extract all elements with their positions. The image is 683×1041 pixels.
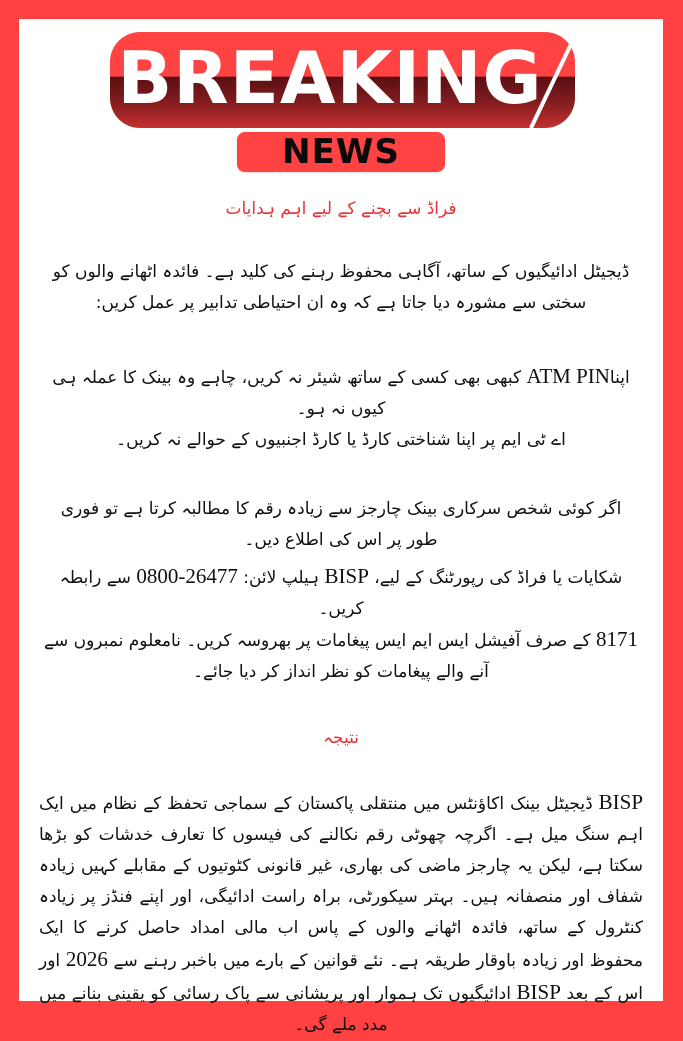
bisp-term: BISP [516,980,561,1004]
conclusion-text: اور اس کے بعد [39,951,643,1004]
tip-latin-term: ATM PIN [526,364,610,388]
tip-suffix: ہیلپ لائن: [237,568,325,588]
news-label: NEWS [282,132,400,172]
helpline-number: 0800-26477 [136,564,238,588]
tip-item [47,561,635,625]
tip-prefix: شکایات یا فراڈ کی رپورٹنگ کے لیے، [368,568,623,588]
conclusion-paragraph [39,787,643,1041]
tip-item: اگر کوئی شخص سرکاری بینک چارجز سے زیادہ رقم کا مطالبہ کرتا ہے تو فوری طور پر اس کی اطلاع دیں۔ [60,499,622,550]
sms-shortcode: 8171 [596,627,639,651]
banner-title: BREAKING [117,36,543,120]
conclusion-heading: نتیجہ [323,728,359,748]
conclusion-text: ادائیگیوں تک ہموار اور پریشانی سے پاک رسائی کو یقینی بنانے میں مدد ملے گی۔ [39,984,517,1035]
tip-latin-term: BISP [324,564,369,588]
bisp-term: BISP [598,790,643,814]
tip-end: سے رابطہ کریں۔ [59,568,364,619]
tip-suffix: کے صرف آفیشل ایس ایم ایس پیغامات پر بھروسہ کریں۔ نامعلوم نمبروں سے آنے والے پیغامات کو نظر انداز کر دیا جائے۔ [43,631,597,682]
tip-item [47,361,635,425]
intro-paragraph: ڈیجیٹل ادائیگیوں کے ساتھ، آگاہی محفوظ رہنے کی کلید ہے۔ فائدہ اٹھانے والوں کو سختی سے مشورہ دیا جاتا ہے کہ وہ ان احتیاطی تدابیر پر عمل کریں: [52,262,630,313]
news-badge [237,132,445,172]
article-page [19,19,663,1035]
breaking-banner [110,32,575,128]
tip-prefix: اپنا [609,368,630,388]
tip-suffix: کبھی بھی کسی کے ساتھ شیئر نہ کریں، چاہے وہ بینک کا عملہ ہی کیوں نہ ہو۔ [52,368,527,419]
year-value: 2026 [65,947,108,971]
tip-item [43,624,639,688]
tip-item: اے ٹی ایم پر اپنا شناختی کارڈ یا کارڈ اجنبیوں کے حوالے نہ کریں۔ [116,430,566,450]
conclusion-text: ڈیجیٹل بینک اکاؤنٹس میں منتقلی پاکستان کے سماجی تحفظ کے نظام میں ایک اہم سنگ میل ہے۔ اگرچہ چھوٹی رقم نکالنے کی فیسوں کا تعارف خدشات کو بڑھا سکتا ہے، لیکن یہ چارجز ماضی کی بھاری، غیر قانونی کٹوتیوں کے مقابلے کہیں زیادہ شفاف اور منصفانہ ہیں۔ بہتر سیکورٹی، براہ راست ادائیگی، اور اپنے فنڈز پر زیادہ کنٹرول کے ساتھ، فائدہ اٹھانے والوں کے پاس اب مالی امداد حاصل کرنے کا ایک محفوظ اور زیادہ باوقار طریقہ ہے۔ نئے قوانین کے بارے میں باخبر رہنے سے [39,794,643,971]
section-heading: فراڈ سے بچنے کے لیے اہم ہدایات [225,199,457,219]
